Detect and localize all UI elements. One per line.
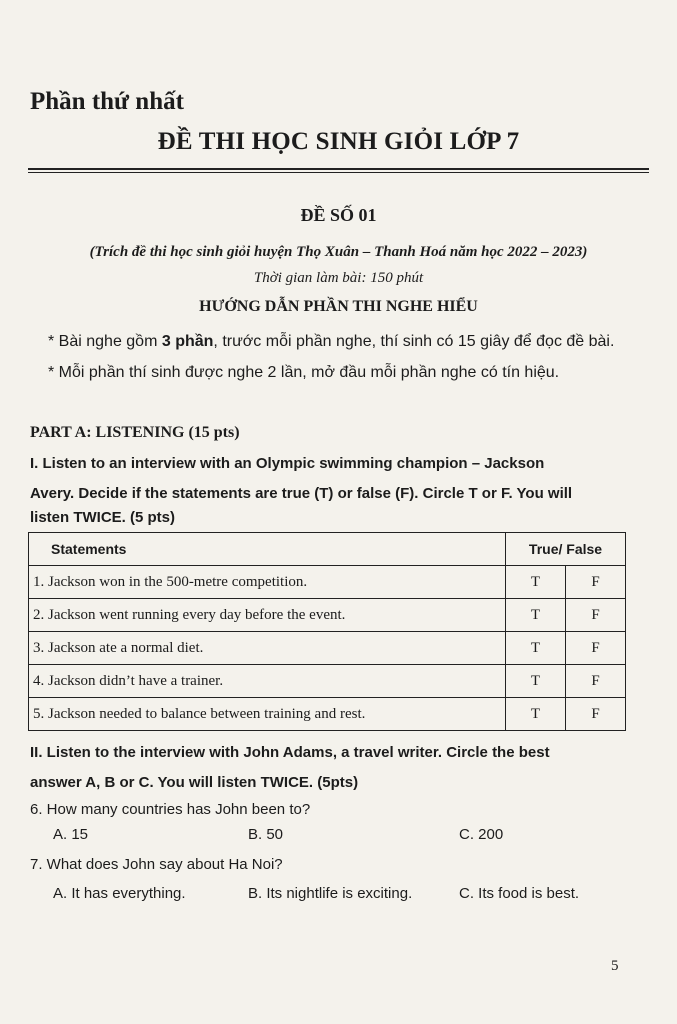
q6-option-c[interactable]: C. 200	[459, 826, 504, 843]
true-option[interactable]: T	[506, 665, 566, 698]
exam-source: (Trích đề thi học sinh giỏi huyện Thọ Xuân – Thanh Hoá năm học 2022 – 2023)	[89, 244, 588, 260]
part-a-title: PART A: LISTENING (15 pts)	[30, 424, 240, 441]
question-6: 6. How many countries has John been to?	[30, 801, 311, 818]
true-option[interactable]: T	[506, 698, 566, 731]
section-1-instruction-line-1: I. Listen to an interview with an Olympic swimming champion – Jackson	[30, 455, 545, 472]
table-row	[29, 698, 626, 731]
true-option[interactable]: T	[506, 599, 566, 632]
header-true-false: True/ False	[506, 533, 626, 566]
note-1	[48, 333, 614, 351]
title-rule	[28, 168, 649, 170]
false-option[interactable]: F	[566, 599, 626, 632]
section-2-instruction-line-1: II. Listen to the interview with John Adams, a travel writer. Circle the best	[30, 744, 550, 761]
exam-number: ĐỀ SỐ 01	[300, 205, 377, 225]
statement-cell: 5. Jackson needed to balance between training and rest.	[29, 698, 506, 731]
statement-cell: 3. Jackson ate a normal diet.	[29, 632, 506, 665]
note-1-text-bold: 3 phần	[161, 333, 214, 350]
table-row	[29, 632, 626, 665]
exam-time: Thời gian làm bài: 150 phút	[253, 270, 424, 286]
true-false-table	[28, 532, 626, 731]
true-option[interactable]: T	[506, 566, 566, 599]
header-statements: Statements	[29, 533, 506, 566]
statement-cell: 4. Jackson didn’t have a trainer.	[29, 665, 506, 698]
true-option[interactable]: T	[506, 632, 566, 665]
q6-option-b[interactable]: B. 50	[248, 826, 284, 843]
section-1-instruction-line-2: Avery. Decide if the statements are true (T) or false (F). Circle T or F. You will	[30, 485, 573, 502]
section-2-instruction-line-2: answer A, B or C. You will listen TWICE. (5pts)	[30, 774, 359, 791]
statement-cell: 2. Jackson went running every day before the event.	[29, 599, 506, 632]
false-option[interactable]: F	[566, 566, 626, 599]
statement-cell: 1. Jackson won in the 500-metre competition.	[29, 566, 506, 599]
note-2: * Mỗi phần thí sinh được nghe 2 lần, mở đầu mỗi phần nghe có tín hiệu.	[48, 364, 560, 381]
q6-option-a[interactable]: A. 15	[53, 826, 89, 843]
table-header-row	[29, 533, 626, 566]
q7-option-a[interactable]: A. It has everything.	[53, 885, 186, 902]
listening-guide-title: HƯỚNG DẪN PHẦN THI NGHE HIỂU	[199, 298, 478, 315]
page-number: 5	[611, 958, 619, 974]
false-option[interactable]: F	[566, 665, 626, 698]
q7-option-c[interactable]: C. Its food is best.	[459, 885, 580, 902]
table-row	[29, 566, 626, 599]
note-1-text-a: * Bài nghe gồm	[48, 333, 162, 350]
note-1-text-c: , trước mỗi phần nghe, thí sinh có 15 giây để đọc đề bài.	[213, 333, 615, 350]
table-row	[29, 665, 626, 698]
part-label: Phần thứ nhất	[30, 88, 184, 115]
false-option[interactable]: F	[566, 632, 626, 665]
table-row	[29, 599, 626, 632]
exam-title: ĐỀ THI HỌC SINH GIỎI LỚP 7	[157, 128, 520, 155]
false-option[interactable]: F	[566, 698, 626, 731]
question-7: 7. What does John say about Ha Noi?	[30, 856, 283, 873]
section-1-instruction-line-3: listen TWICE. (5 pts)	[30, 509, 176, 526]
title-rule-thin	[28, 172, 649, 173]
q7-option-b[interactable]: B. Its nightlife is exciting.	[248, 885, 413, 902]
